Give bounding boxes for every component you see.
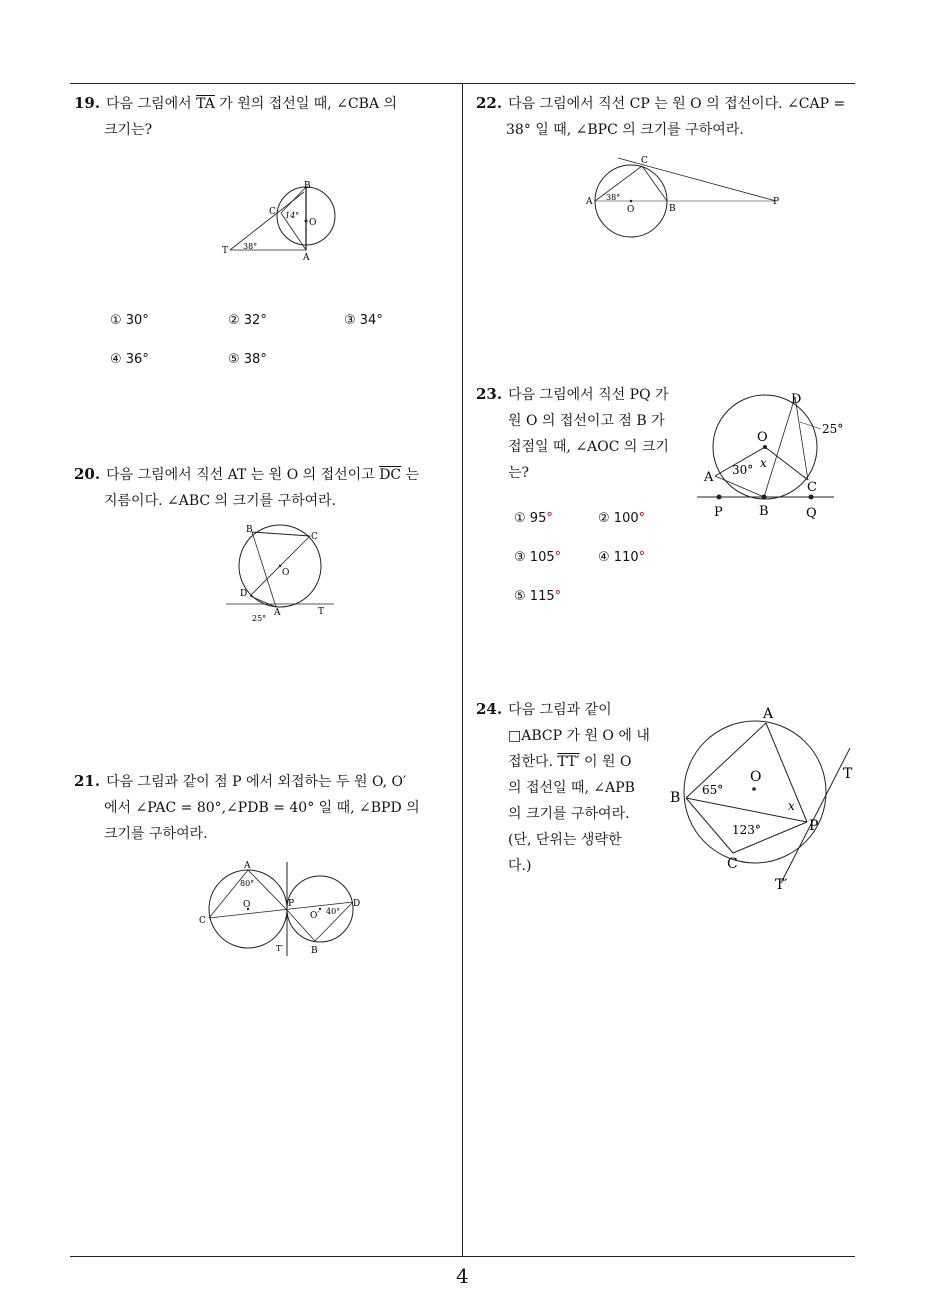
q22-label-A: A: [586, 197, 593, 207]
q22-label-B: B: [669, 204, 676, 214]
q24-label-angle-123: 123°: [732, 823, 761, 837]
q19-text: [74, 90, 459, 143]
q21-line1: 다음 그림과 같이 점 P 에서 외접하는 두 원 O, O′: [106, 774, 407, 790]
q24-line5: 의 크기를 구하여라.: [508, 806, 630, 822]
q23-line3: 접점일 때, ∠AOC 의 크기: [508, 439, 669, 455]
q21-label-B: B: [311, 946, 318, 956]
q20-label-B: B: [246, 525, 253, 535]
q22-text: [476, 90, 861, 143]
q21-label-C: C: [199, 916, 206, 926]
q23-choice-5[interactable]: [514, 589, 561, 604]
q21-line3: 크기를 구하여라.: [104, 826, 208, 842]
q21-label-A: A: [244, 861, 251, 871]
q23-choice-2-degree: °: [638, 511, 646, 526]
q19-figure: [215, 178, 345, 266]
q24-text: [476, 696, 656, 879]
q23-choice-4-degree: °: [638, 550, 646, 565]
q20-label-O: O: [282, 568, 290, 578]
q24-line1: 다음 그림과 같이: [508, 702, 612, 718]
q23-number: 23.: [476, 385, 503, 403]
page-number: 4: [456, 1264, 469, 1288]
q22-line2: 38° 일 때, ∠BPC 의 크기를 구하여라.: [506, 122, 744, 138]
q19-text-a: 다음 그림에서: [106, 96, 197, 112]
q23-choice-5-degree: °: [554, 589, 562, 604]
q23-choice-2-mark: ②: [598, 511, 610, 526]
q21-label-D: D: [353, 899, 361, 909]
q24-label-T: T: [843, 766, 853, 782]
q23-choice-1-degree: °: [546, 511, 553, 526]
q23-choice-1-value: 95: [529, 511, 547, 526]
q23-choice-4-value: 110: [613, 550, 639, 565]
q23-label-C: C: [807, 480, 817, 495]
q23-choice-5-value: 115: [529, 589, 555, 604]
q23-label-angle-30: 30°: [732, 463, 754, 477]
q24-line3b: 이 원 O: [579, 754, 632, 770]
q23-choice-1-mark: ①: [514, 511, 526, 526]
q24-line3a: 접한다.: [508, 754, 558, 770]
q19-label-C: C: [269, 207, 276, 217]
q24-label-angle-65: 65°: [702, 783, 724, 797]
q20-line2: 지름이다. ∠ABC 의 크기를 구하여라.: [104, 493, 337, 509]
q24-line2: □ABCP 가 원 O 에 내: [508, 728, 650, 744]
q20-figure: [222, 522, 338, 624]
q19-label-O: O: [309, 218, 317, 228]
q22-label-C: C: [641, 156, 648, 166]
q23-choice-3[interactable]: [514, 550, 561, 565]
q19-label-T: T: [222, 246, 229, 256]
q21-text: [74, 768, 459, 847]
q20-segment: $\overline{DC}$: [379, 467, 402, 483]
q20-label-D: D: [240, 589, 248, 599]
q23-label-P: P: [714, 505, 723, 520]
q19-choice-1[interactable]: ① 30°: [110, 313, 149, 328]
q23-choice-4[interactable]: [598, 550, 645, 565]
q23-line1: 다음 그림에서 직선 PQ 가: [508, 387, 669, 403]
q23-choice-4-mark: ④: [598, 550, 610, 565]
q22-label-O: O: [627, 205, 635, 215]
q23-label-D: D: [791, 392, 802, 407]
column-divider: [462, 83, 463, 1256]
q23-choice-3-degree: °: [554, 550, 562, 565]
q24-label-P: P: [809, 818, 819, 834]
q23-label-B: B: [759, 504, 769, 519]
q19-line2: 크기는?: [104, 122, 153, 138]
q24-line-segment: TT′: [557, 754, 580, 770]
q23-choice-2-value: 100: [613, 511, 639, 526]
q19-label-A: A: [303, 253, 310, 263]
q22-line1: 다음 그림에서 직선 CP 는 원 O 의 접선이다. ∠CAP =: [508, 96, 846, 112]
q21-label-angle-80: 80°: [240, 879, 255, 888]
q23-label-angle-25: 25°: [822, 422, 844, 436]
q22-label-P: P: [773, 197, 780, 207]
q20-label-A: A: [274, 608, 281, 618]
q20-text-a: 다음 그림에서 직선 AT 는 원 O 의 접선이고: [106, 467, 380, 483]
q24-line6: (단, 단위는 생략한: [508, 832, 622, 848]
q24-label-C: C: [727, 856, 738, 872]
q23-line4: 는?: [508, 465, 530, 481]
q20-label-C: C: [311, 532, 318, 542]
q19-choice-2[interactable]: ② 32°: [228, 313, 267, 328]
q21-label-T-prime: T′: [276, 944, 284, 953]
q19-text-b: 가 원의 접선일 때, ∠CBA 의: [214, 96, 398, 112]
q19-choice-4[interactable]: ④ 36°: [110, 352, 149, 367]
q21-label-O-prime: O′: [310, 911, 320, 921]
q23-choice-5-mark: ⑤: [514, 589, 526, 604]
q20-label-angle: 25°: [252, 614, 267, 623]
q24-label-A: A: [763, 706, 774, 722]
q19-choice-3[interactable]: ③ 34°: [344, 313, 383, 328]
q19-segment: $\overline{TA}$: [196, 96, 215, 112]
q19-number: 19.: [74, 94, 101, 112]
q21-number: 21.: [74, 772, 101, 790]
q20-text: [74, 461, 459, 514]
q19-choice-5[interactable]: ⑤ 38°: [228, 352, 267, 367]
q23-choice-3-mark: ③: [514, 550, 526, 565]
q22-figure: [584, 152, 784, 242]
q23-figure: [694, 387, 854, 522]
q24-line7: 다.): [508, 858, 532, 874]
q21-figure: [196, 858, 366, 958]
q19-label-B: B: [304, 181, 311, 191]
q23-label-O: O: [757, 430, 768, 445]
q19-label-angle-38: 38°: [243, 242, 258, 251]
q23-choice-2[interactable]: [598, 511, 645, 526]
q24-label-T-prime: T′: [775, 877, 788, 893]
q21-label-O: O: [243, 900, 251, 910]
q23-label-Q: Q: [806, 506, 817, 521]
q24-label-O: O: [750, 769, 762, 785]
q22-number: 22.: [476, 94, 503, 112]
q24-figure: [668, 703, 864, 897]
q23-line2: 원 O 의 접선이고 점 B 가: [508, 413, 665, 429]
q20-number: 20.: [74, 465, 101, 483]
q21-label-angle-40: 40°: [326, 907, 341, 916]
q24-line4: 의 접선일 때, ∠APB: [508, 780, 635, 796]
q20-label-T: T: [318, 607, 325, 617]
q23-label-A: A: [704, 470, 714, 485]
q21-label-P: P: [288, 899, 295, 909]
q19-label-angle-14: 14°: [285, 211, 300, 220]
q21-line2: 에서 ∠PAC = 80°,∠PDB = 40° 일 때, ∠BPD 의: [104, 800, 420, 816]
q22-label-angle: 38°: [606, 193, 621, 202]
q23-choice-3-value: 105: [529, 550, 555, 565]
q24-number: 24.: [476, 700, 503, 718]
q23-text: [476, 381, 686, 486]
q24-label-x: x: [788, 799, 795, 813]
bottom-rule: [70, 1256, 855, 1257]
q23-label-x: x: [760, 456, 767, 470]
q20-text-b: 는: [401, 467, 420, 483]
q24-label-B: B: [670, 790, 681, 806]
q23-choice-1[interactable]: [514, 511, 553, 526]
